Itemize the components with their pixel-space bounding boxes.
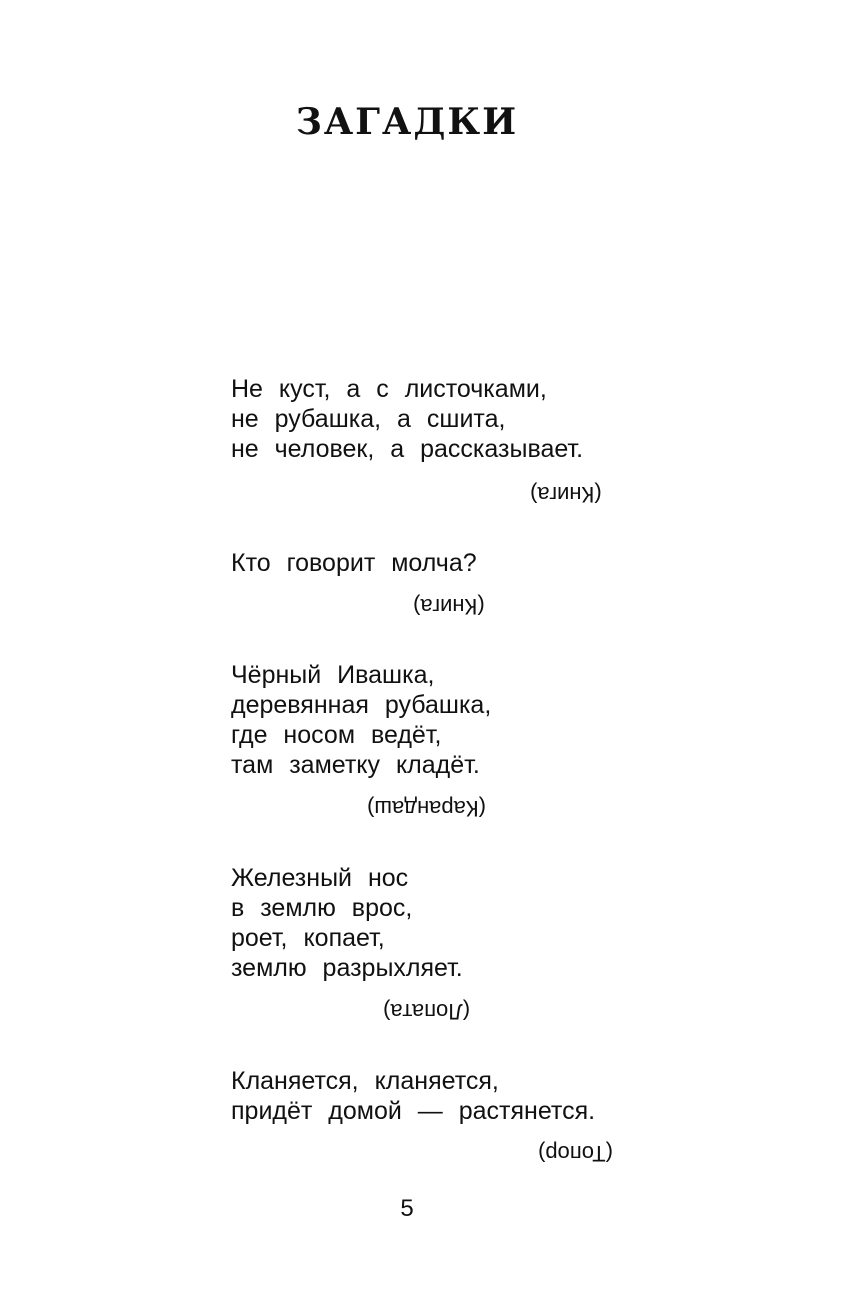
page-number: 5 <box>400 1195 414 1222</box>
riddle-4-line-3: роет, копает, <box>231 924 385 952</box>
riddle-3-line-4: там заметку кладёт. <box>231 751 480 779</box>
riddle-4-line-2: в землю врос, <box>231 894 413 922</box>
riddle-4-line-1: Железный нос <box>231 864 409 892</box>
riddle-1 <box>231 374 583 464</box>
riddle-3-line-3: где носом ведёт, <box>231 721 442 749</box>
riddle-5 <box>231 1066 595 1126</box>
page-title: ЗАГАДКИ <box>295 101 519 143</box>
riddle-4 <box>231 863 463 983</box>
riddle-1-line-3: не человек, а рассказывает. <box>231 435 584 463</box>
riddle-2-answer: (Книга) <box>413 594 485 619</box>
riddle-5-line-2: придёт домой — растянется. <box>231 1097 596 1125</box>
riddle-2 <box>231 548 477 578</box>
riddle-3-answer: (Карандаш) <box>367 796 487 821</box>
riddle-4-line-4: землю разрыхляет. <box>231 954 463 982</box>
riddle-3 <box>231 660 491 780</box>
riddle-1-answer: (Книга) <box>530 482 602 507</box>
riddle-2-line-1: Кто говорит молча? <box>231 549 477 577</box>
riddle-4-answer: (Лопата) <box>383 999 471 1024</box>
riddle-5-line-1: Кланяется, кланяется, <box>231 1067 499 1095</box>
riddle-1-line-1: Не куст, а с листочками, <box>231 375 547 403</box>
riddle-3-line-1: Чёрный Ивашка, <box>231 661 435 689</box>
riddle-5-answer: (Топор) <box>538 1141 613 1166</box>
riddle-3-line-2: деревянная рубашка, <box>231 691 492 719</box>
riddle-1-line-2: не рубашка, а сшита, <box>231 405 506 433</box>
